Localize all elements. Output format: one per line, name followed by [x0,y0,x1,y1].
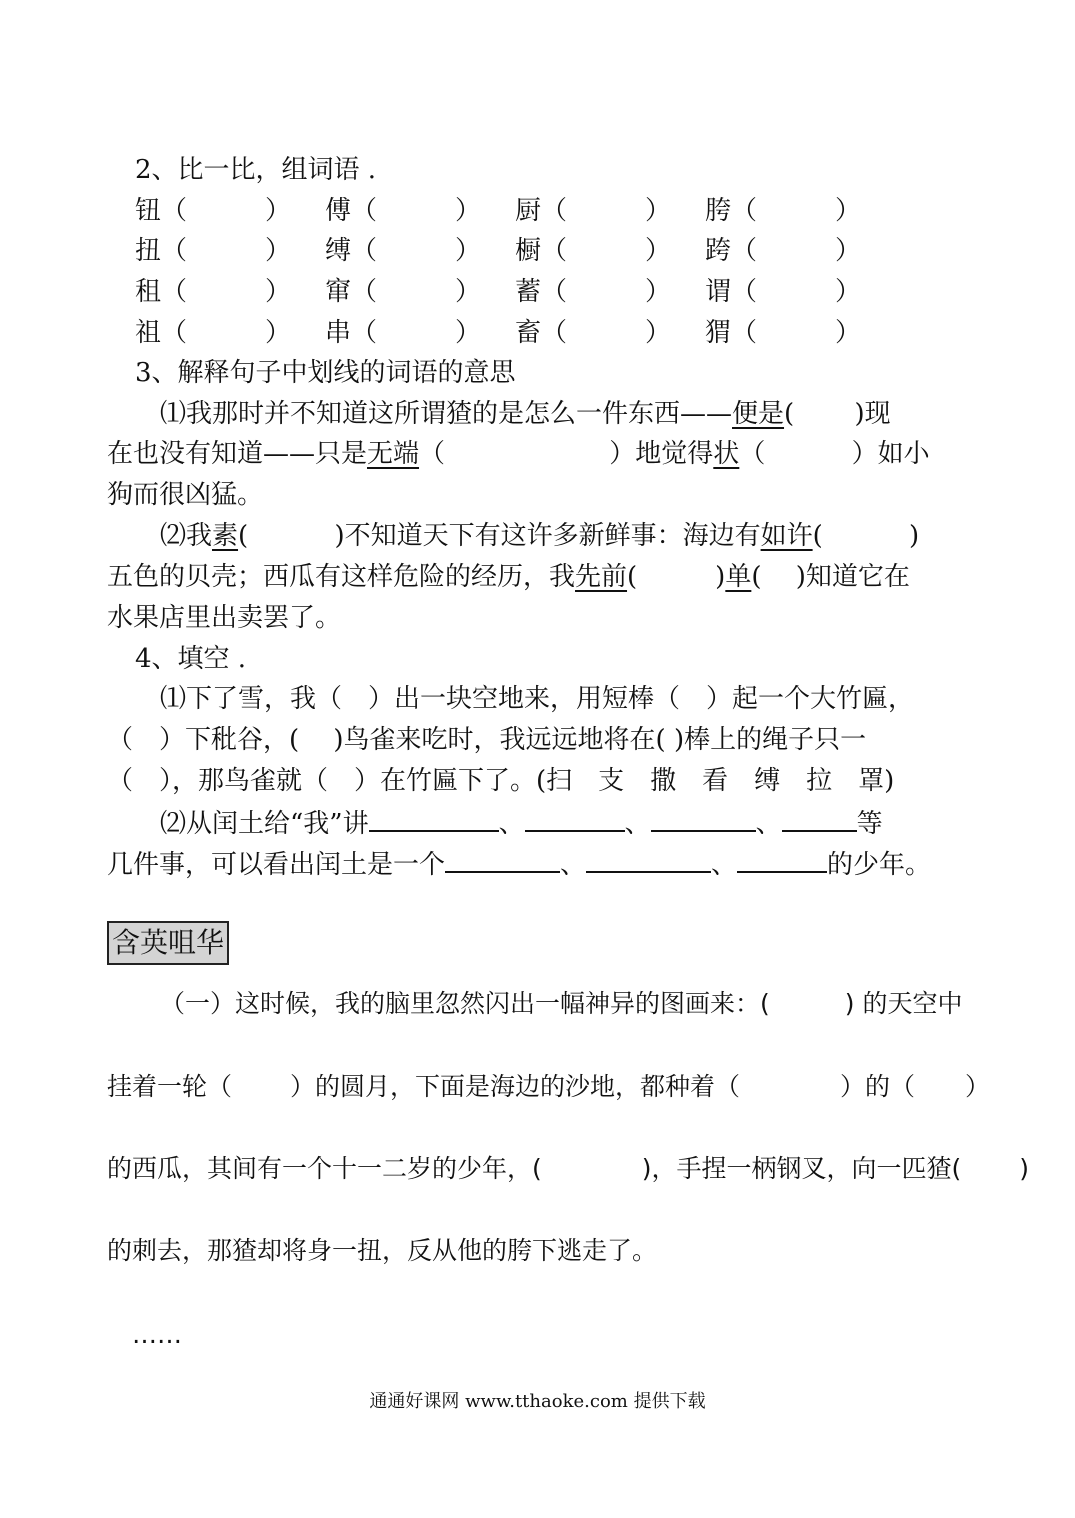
question-4-1-line2: （ ）下秕谷，( )鸟雀来吃时，我远远地将在( )棒上的绳子只一 [107,725,867,755]
question-4-2-line1 [160,804,883,842]
grid-cell: 谓（ ） [705,277,862,307]
answer-blank[interactable] [586,845,711,873]
q-separator: 、 [711,850,738,880]
q-text: ( )不知道天下有这许多新鲜事：海边有 [238,521,761,551]
question-3-1-line1 [160,396,891,432]
q-text: 在也没有知道——只是 [107,439,368,469]
grid-cell: 窜（ ） [325,277,482,307]
q-text: 的少年。 [827,850,932,880]
question-3-1-line3: 狗而很凶猛。 [107,480,264,510]
grid-cell: 蓄（ ） [515,277,672,307]
grid-cell: 傅（ ） [325,196,482,226]
reading-line1: （一）这时候，我的脑里忽然闪出一幅神异的图画来：( ) 的天空中 [160,989,963,1018]
question-4-2-line2 [107,845,931,883]
q-text: ( ) [812,521,920,551]
q-text: ⑴我那时并不知道这所谓猹的是怎么一件东西—— [160,399,733,429]
q-text: ⑵我 [160,521,213,551]
reading-line4: 的刺去，那猹却将身一扭，反从他的胯下逃走了。 [107,1236,658,1265]
grid-cell: 钮（ ） [135,196,292,226]
reading-line2: 挂着一轮（ ）的圆月，下面是海边的沙地，都种着（ ）的（ ） [107,1072,990,1101]
answer-blank[interactable] [782,804,857,832]
grid-cell: 祖（ ） [135,318,292,348]
question-3-2-line1 [160,518,919,554]
q-text: （ ）地觉得 [419,439,714,469]
underlined-word: 素 [212,521,239,551]
reading-section-title: 含英咀华 [107,921,229,965]
answer-blank[interactable] [445,845,560,873]
grid-cell: 租（ ） [135,277,292,307]
grid-cell: 猬（ ） [705,318,862,348]
grid-cell: 畜（ ） [515,318,672,348]
grid-cell: 扭（ ） [135,236,292,266]
grid-cell: 橱（ ） [515,236,672,266]
answer-blank[interactable] [651,804,756,832]
underlined-word: 先前 [575,562,628,592]
grid-cell: 跨（ ） [705,236,862,266]
q-text: ⑵从闰土给“我”讲 [160,809,369,839]
q-separator: 、 [755,809,782,839]
question-4-1-line1: ⑴下了雪，我（ ）出一块空地来，用短棒（ ）起一个大竹匾， [160,684,915,714]
q-text: ( ) [627,562,726,592]
section2-heading: 2、比一比，组词语 . [135,155,377,185]
q-text: ( )知道它在 [751,562,910,592]
footer-text: 通通好课网 www.tthaoke.com 提供下载 [369,1391,706,1412]
q-text: 五色的贝壳；西瓜有这样危险的经历，我 [107,562,576,592]
underlined-word: 便是 [732,399,785,429]
grid-cell: 厨（ ） [515,196,672,226]
answer-blank[interactable] [737,845,827,873]
grid-cell: 串（ ） [325,318,482,348]
underlined-word: 状 [713,439,740,469]
question-4-1-line3: （ ），那鸟雀就（ ）在竹匾下了。(扫 支 撒 看 缚 拉 罩) [107,766,895,796]
answer-blank[interactable] [525,804,625,832]
q-text: 等 [856,809,883,839]
q-separator: 、 [560,850,587,880]
grid-cell: 缚（ ） [325,236,482,266]
reading-ellipsis: …… [132,1320,182,1349]
q-separator: 、 [624,809,651,839]
grid-cell: 胯（ ） [705,196,862,226]
question-3-2-line2 [107,559,910,595]
underlined-word: 无端 [367,439,420,469]
underlined-word: 如许 [760,521,813,551]
reading-line3: 的西瓜，其间有一个十一二岁的少年，( )，手捏一柄钢叉，向一匹猹( ) [107,1154,1029,1183]
q-text: ( )现 [784,399,891,429]
question-3-1-line2 [107,436,930,472]
q-separator: 、 [498,809,525,839]
underlined-word: 单 [725,562,752,592]
q-text: （ ）如小 [739,439,930,469]
question-3-2-line3: 水果店里出卖罢了。 [107,603,342,633]
q-text: 几件事，可以看出闰土是一个 [107,850,446,880]
answer-blank[interactable] [369,804,499,832]
section4-heading: 4、填空 . [135,644,247,674]
section3-heading: 3、解释句子中划线的词语的意思 [135,358,516,388]
